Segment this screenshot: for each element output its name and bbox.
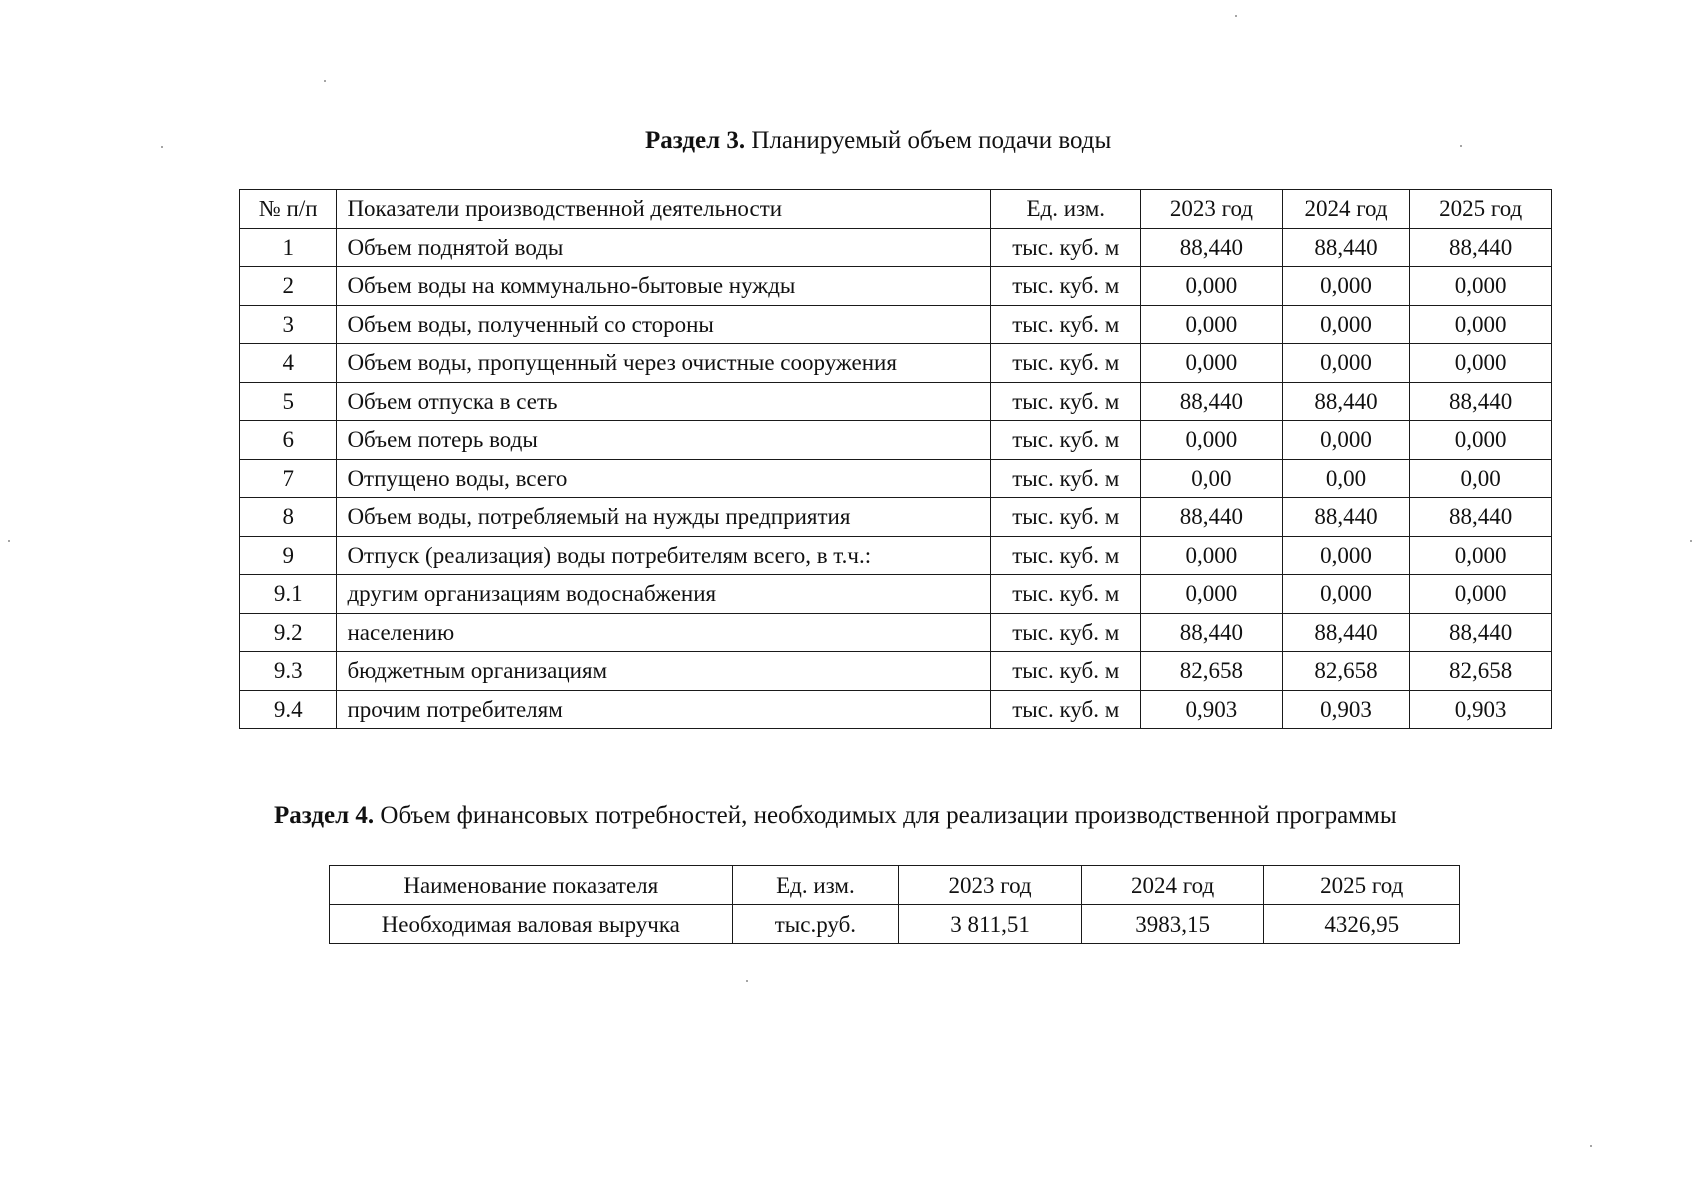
cell-unit: тыс. куб. м [991,305,1141,344]
table-row [240,690,1552,729]
water-supply-table [239,189,1552,729]
table-header-row [330,866,1460,905]
cell-indicator-name: Отпущено воды, всего [337,459,991,498]
cell-num: 8 [240,498,337,537]
scan-speck [1460,145,1462,147]
cell-2024: 0,000 [1282,305,1410,344]
table-row [240,382,1552,421]
cell-indicator-name: Объем воды, потребляемый на нужды предприятия [337,498,991,537]
cell-unit: тыс. куб. м [991,690,1141,729]
cell-num: 9.4 [240,690,337,729]
cell-2024: 0,000 [1282,421,1410,460]
cell-num: 3 [240,305,337,344]
cell-indicator-name: Отпуск (реализация) воды потребителям всего, в т.ч.: [337,536,991,575]
cell-2023: 3 811,51 [899,905,1082,944]
cell-2024: 88,440 [1282,613,1410,652]
section-4-heading: Объем финансовых потребностей, необходимых для реализации производственной программы [380,802,1397,829]
cell-unit: тыс. куб. м [991,536,1141,575]
cell-2023: 88,440 [1141,613,1283,652]
cell-2023: 88,440 [1141,228,1283,267]
scan-speck [746,980,748,982]
header-cell-2025: 2025 год [1264,866,1460,905]
cell-indicator-name: Объем отпуска в сеть [337,382,991,421]
cell-2024: 0,000 [1282,536,1410,575]
cell-num: 9.2 [240,613,337,652]
section-4-title [274,802,1397,830]
cell-num: 9.3 [240,652,337,691]
cell-num: 2 [240,267,337,306]
cell-indicator-name: Объем воды, полученный со стороны [337,305,991,344]
cell-2025: 0,00 [1410,459,1552,498]
cell-num: 9 [240,536,337,575]
cell-2023: 0,000 [1141,536,1283,575]
cell-indicator-name: бюджетным организациям [337,652,991,691]
cell-indicator-name: прочим потребителям [337,690,991,729]
table-row [240,305,1552,344]
table-row [240,498,1552,537]
scan-speck [1690,540,1692,542]
cell-num: 1 [240,228,337,267]
header-cell-num: № п/п [240,190,337,229]
cell-unit: тыс. куб. м [991,421,1141,460]
cell-2024: 0,000 [1282,575,1410,614]
cell-2025: 0,000 [1410,536,1552,575]
section-3-heading: Планируемый объем подачи воды [751,127,1112,154]
table-row [240,613,1552,652]
financial-needs-table [329,865,1460,944]
header-cell-2023: 2023 год [1141,190,1283,229]
cell-unit: тыс. куб. м [991,613,1141,652]
cell-2023: 82,658 [1141,652,1283,691]
cell-2024: 88,440 [1282,382,1410,421]
cell-2023: 0,903 [1141,690,1283,729]
cell-num: 9.1 [240,575,337,614]
table-row [240,228,1552,267]
cell-indicator-name: населению [337,613,991,652]
cell-unit: тыс. куб. м [991,267,1141,306]
cell-2024: 0,000 [1282,344,1410,383]
cell-2024: 0,00 [1282,459,1410,498]
table-row [240,536,1552,575]
cell-unit: тыс. куб. м [991,344,1141,383]
cell-2023: 0,000 [1141,575,1283,614]
cell-2023: 0,000 [1141,305,1283,344]
scan-speck [324,80,326,82]
cell-2025: 82,658 [1410,652,1552,691]
scan-speck [1235,15,1237,17]
cell-unit: тыс. куб. м [991,382,1141,421]
table-header-row [240,190,1552,229]
scan-speck [161,146,163,148]
cell-indicator-name: Необходимая валовая выручка [330,905,733,944]
cell-2025: 88,440 [1410,382,1552,421]
cell-2024: 0,903 [1282,690,1410,729]
cell-2025: 88,440 [1410,613,1552,652]
table-row [240,575,1552,614]
table-row [240,652,1552,691]
cell-num: 7 [240,459,337,498]
cell-2023: 0,000 [1141,344,1283,383]
cell-2025: 0,000 [1410,267,1552,306]
cell-2025: 4326,95 [1264,905,1460,944]
section-3-label: Раздел 3. [645,127,746,154]
table-row [240,421,1552,460]
cell-num: 4 [240,344,337,383]
cell-2024: 3983,15 [1081,905,1264,944]
header-cell-unit: Ед. изм. [732,866,899,905]
cell-2023: 0,00 [1141,459,1283,498]
cell-2023: 88,440 [1141,382,1283,421]
scan-speck [1590,1145,1592,1147]
header-cell-2024: 2024 год [1081,866,1264,905]
cell-2025: 0,000 [1410,305,1552,344]
cell-num: 5 [240,382,337,421]
cell-2025: 88,440 [1410,228,1552,267]
cell-2025: 0,903 [1410,690,1552,729]
header-cell-indicator: Показатели производственной деятельности [337,190,991,229]
header-cell-2023: 2023 год [899,866,1082,905]
section-3-title [645,127,1111,155]
cell-unit: тыс. куб. м [991,498,1141,537]
header-cell-indicator-name: Наименование показателя [330,866,733,905]
header-cell-2025: 2025 год [1410,190,1552,229]
cell-2024: 82,658 [1282,652,1410,691]
cell-2025: 88,440 [1410,498,1552,537]
cell-2024: 88,440 [1282,228,1410,267]
cell-unit: тыс. куб. м [991,228,1141,267]
header-cell-unit: Ед. изм. [991,190,1141,229]
cell-2025: 0,000 [1410,575,1552,614]
table-row [330,905,1460,944]
table-row [240,267,1552,306]
cell-2023: 0,000 [1141,421,1283,460]
cell-unit: тыс. куб. м [991,459,1141,498]
cell-unit: тыс. куб. м [991,652,1141,691]
table-row [240,344,1552,383]
cell-indicator-name: Объем воды, пропущенный через очистные сооружения [337,344,991,383]
cell-2025: 0,000 [1410,421,1552,460]
table-row [240,459,1552,498]
cell-unit: тыс.руб. [732,905,899,944]
cell-num: 6 [240,421,337,460]
scan-speck [8,540,10,542]
cell-2025: 0,000 [1410,344,1552,383]
cell-2023: 0,000 [1141,267,1283,306]
cell-2024: 88,440 [1282,498,1410,537]
cell-indicator-name: Объем поднятой воды [337,228,991,267]
section-4-label: Раздел 4. [274,802,375,829]
cell-indicator-name: другим организациям водоснабжения [337,575,991,614]
cell-2023: 88,440 [1141,498,1283,537]
header-cell-2024: 2024 год [1282,190,1410,229]
cell-indicator-name: Объем потерь воды [337,421,991,460]
cell-2024: 0,000 [1282,267,1410,306]
cell-indicator-name: Объем воды на коммунально-бытовые нужды [337,267,991,306]
cell-unit: тыс. куб. м [991,575,1141,614]
